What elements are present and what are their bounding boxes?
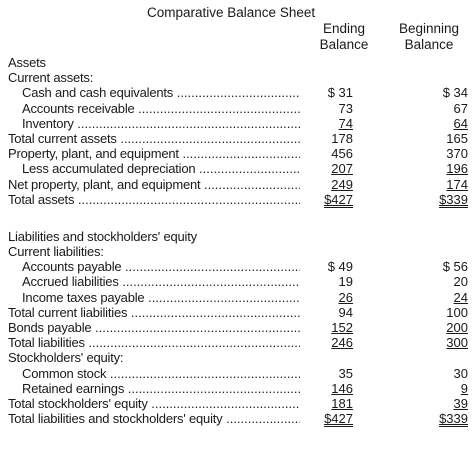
line-item-row	[0, 116, 474, 131]
line-item-row	[0, 335, 474, 350]
line-item-row	[0, 259, 474, 274]
line-item-row	[0, 244, 474, 259]
ending-balance-value: 249	[331, 176, 353, 192]
beginning-balance-value: 64	[453, 115, 468, 131]
ending-balance-value: $ 49	[327, 259, 353, 275]
line-item-row	[0, 229, 474, 244]
beginning-balance-value: 100	[446, 304, 468, 320]
line-item-label: Net property, plant, and equipment .....	[8, 177, 300, 192]
beginning-balance-value: 20	[453, 274, 468, 290]
beginning-balance-value: 174	[446, 176, 468, 192]
line-item-row	[0, 55, 474, 70]
line-item-label: Bonds payable .....	[8, 320, 300, 335]
ending-balance-value: 207	[331, 161, 353, 177]
beginning-balance-value: 300	[446, 335, 468, 351]
line-item-label: Common stock .....	[22, 366, 300, 381]
beginning-balance-value: $339	[439, 411, 468, 427]
beginning-balance-value: 200	[446, 320, 468, 335]
ending-balance-value: 456	[331, 146, 353, 162]
column-header-beginning-line2: Balance	[404, 37, 454, 52]
line-item-label: Retained earnings .....	[22, 381, 300, 396]
beginning-balance-value: 370	[446, 146, 468, 162]
ending-balance-value: 35	[338, 365, 353, 381]
line-item-row	[0, 411, 474, 426]
beginning-balance-value: 30	[453, 365, 468, 381]
document-title: Comparative Balance Sheet	[147, 5, 316, 20]
beginning-balance-value: 9	[460, 380, 468, 396]
line-item-row	[0, 274, 474, 289]
beginning-balance-value: 165	[446, 130, 468, 146]
line-item-row	[0, 320, 474, 335]
ending-balance-value: 19	[338, 274, 353, 290]
line-item-row	[0, 350, 474, 365]
column-header-beginning-line1: Beginning	[398, 21, 460, 36]
line-item-row	[0, 290, 474, 305]
ending-balance-value: 94	[338, 304, 353, 320]
line-item-label: Total liabilities .....	[8, 335, 300, 350]
line-item-label: Cash and cash equivalents .....	[22, 85, 300, 100]
line-item-row	[0, 381, 474, 396]
ending-balance-value: 152	[331, 320, 353, 335]
line-item-row	[0, 146, 474, 161]
ending-balance-value: $427	[324, 191, 353, 207]
line-item-row	[0, 85, 474, 100]
ending-balance-value: 178	[331, 130, 353, 146]
beginning-balance-value: 196	[446, 161, 468, 177]
ending-balance-value: 26	[338, 289, 353, 305]
line-item-label: Total current assets .....	[8, 131, 300, 146]
beginning-balance-value: $ 34	[442, 85, 468, 101]
ending-balance-value: 146	[331, 380, 353, 396]
line-item-label: Income taxes payable .....	[22, 290, 300, 305]
beginning-balance-value: 39	[453, 395, 468, 411]
beginning-balance-value: $339	[439, 191, 468, 207]
line-item-row	[0, 396, 474, 411]
line-item-row	[0, 131, 474, 146]
line-item-label: Less accumulated depreciation .....	[22, 161, 300, 176]
line-item-row	[0, 305, 474, 320]
line-item-label: Total assets .....	[8, 192, 300, 207]
balance-sheet-rows	[0, 55, 474, 426]
line-item-label: Assets	[8, 55, 46, 70]
line-item-label: Liabilities and stockholders' equity	[8, 228, 197, 244]
line-item-label: Accrued liabilities .....	[22, 274, 300, 289]
line-item-row	[0, 192, 474, 207]
column-header-ending-line1: Ending	[322, 21, 366, 36]
ending-balance-value: 246	[331, 335, 353, 351]
line-item-label: Inventory .....	[22, 116, 300, 131]
line-item-label: Current assets:	[8, 70, 94, 86]
line-item-row	[0, 177, 474, 192]
ending-balance-value: $ 31	[327, 85, 353, 101]
ending-balance-value: 181	[331, 395, 353, 411]
line-item-label: Total current liabilities .....	[8, 305, 300, 320]
beginning-balance-value: $ 56	[442, 259, 468, 275]
column-header-beginning	[392, 21, 466, 53]
line-item-label: Accounts receivable .....	[22, 101, 300, 116]
line-item-row	[0, 101, 474, 116]
column-header-ending-line2: Balance	[319, 37, 369, 52]
ending-balance-value: $427	[324, 411, 353, 427]
line-item-label: Total stockholders' equity .....	[8, 396, 300, 411]
ending-balance-value: 74	[338, 115, 353, 131]
column-header-ending	[312, 21, 376, 53]
line-item-row	[0, 161, 474, 176]
line-item-label: Stockholders' equity:	[8, 350, 124, 366]
beginning-balance-value: 24	[453, 289, 468, 305]
line-item-row	[0, 70, 474, 85]
line-item-row	[0, 366, 474, 381]
ending-balance-value: 73	[338, 100, 353, 116]
line-item-label: Total liabilities and stockholders' equity .....	[8, 411, 300, 426]
beginning-balance-value: 67	[453, 100, 468, 116]
line-item-label: Accounts payable .....	[22, 259, 300, 274]
section-spacer	[0, 207, 474, 229]
line-item-label: Current liabilities:	[8, 244, 104, 260]
line-item-label: Property, plant, and equipment .....	[8, 146, 300, 161]
